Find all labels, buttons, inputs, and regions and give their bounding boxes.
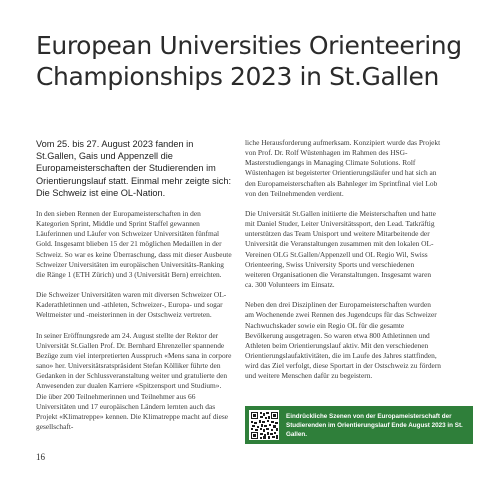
right-column — [245, 138, 441, 391]
qr-info-box — [245, 406, 473, 444]
body-paragraph: Die Schweizer Universitäten waren mit diversen Schweizer OL-Kaderathletinnen und -athleten, Schweizer-, Europa- und sogar Weltmeister und -meisterinnen in der Ostschweiz vertreten. — [36, 290, 227, 320]
title-line-2: Championships 2023 in St.Gallen — [36, 62, 439, 91]
body-paragraph: In den sieben Rennen der Europameisterschaften in den Kategorien Sprint, Middle und Sprint Staffel gewannen Läuferinnen und Läufer von Schweizer Universitäten fünfmal Gold. Insgesamt blieben 15 der 21 möglichen Medaillen in der Schweiz. So war es keine Überraschung, dass mit dieser Ausbeute Schweizer Universitäten im europäischen Universitäts-Ranking die Ränge 1 (ETH Zürich) und 3 (Universität Bern) erreichten. — [36, 209, 232, 279]
page-title — [36, 30, 462, 92]
body-paragraph: liche Herausforderung aufmerksam. Konzipiert wurde das Projekt von Prof. Dr. Rolf Wüstenhagen im Rahmen des HSG-Masterstudiengangs in Managing Climate Solutions. Rolf Wüstenhagen ist begeisterter Orientierungsläufer und hat sich an den Europameisterschaften als Bahnleger im Sprintfinal viel Lob von den Teilnehmenden verdient. — [245, 138, 441, 198]
qr-caption: Eindrückliche Szenen von der Europameisterschaft der Studierenden im Orientierungslauf Ende August 2023 in St. Gallen. — [286, 412, 463, 438]
page-number: 16 — [36, 452, 45, 462]
left-column — [36, 138, 232, 442]
title-line-1: European Universities Orienteering — [36, 31, 462, 60]
body-paragraph: Neben den drei Disziplinen der Europameisterschaften wurden am Wochenende zwei Rennen des Jugendcups für das Schweizer Nachwuchskader sowie ein Regio OL für die gesamte Bevölkerung ausgetragen. So waren etwa 800 Athletinnen und Athleten beim Orientierungslauf aktiv. Mit den verschiedenen Orientierungslaufaktivitäten, die im Laufe des Jahres stattfinden, wird das Ziel verfolgt, diese Sportart in der Ostschweiz zu fördern und weitere Menschen dafür zu begeistern. — [245, 300, 441, 381]
body-paragraph: Die Universität St.Gallen initiierte die Meisterschaften und hatte mit Daniel Studer, Leiter Universitätssport, den Lead. Tatkräftig unterstützen das Team Unisport und weitere Mitarbeitende der Universität die Veranstaltungen zusammen mit den lokalen OL-Vereinen OLG St.Gallen/Appenzell und OL Regio Wil, Swiss Orienteering, Swiss University Sports und verschiedenen weiteren Organisationen die Veranstaltungen. Insgesamt waren ca. 300 Volunteers im Einsatz. — [245, 208, 436, 290]
qr-code-icon[interactable] — [249, 410, 279, 440]
body-paragraph: In seiner Eröffnungsrede am 24. August stellte der Rektor der Universität St.Gallen Prof. Dr. Bernhard Ehrenzeller spannende Bezüge zum viel interpretierten Ausspruch «Mens sana in corpore sano» her. Universitätsratspräsident Stefan Kölliker führte den Gedanken in der Schlussveranstaltung weiter und gratulierte den Anwesenden zur dualen Karriere «Spitzensport und Studium». Die über 200 Teilnehmerinnen und Teilnehmer aus 66 Universitäten und 17 europäischen Ländern lernten auch das Projekt «Klimatreppe» kennen. Die Klimatreppe macht auf diese gesellschaft- — [36, 330, 232, 431]
lead-paragraph: Vom 25. bis 27. August 2023 fanden in St.Gallen, Gais und Appenzell die Europameisterschaften der Studierenden im Orientierungslauf statt. Einmal mehr zeigte sich: Die Schweiz ist eine OL-Nation. — [36, 139, 232, 198]
